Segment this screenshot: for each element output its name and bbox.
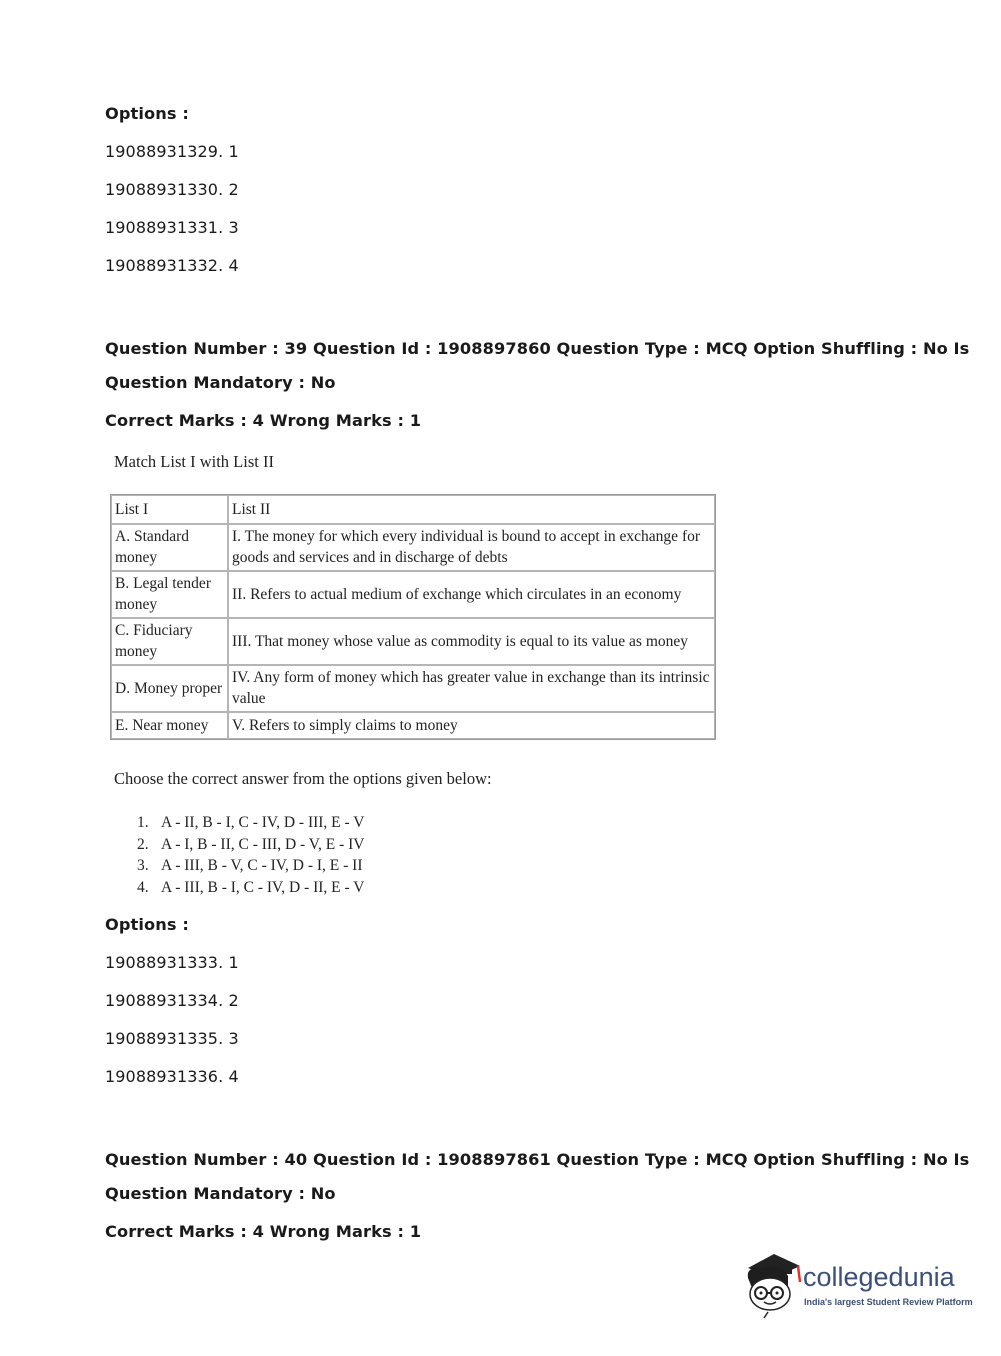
table-row [111, 618, 715, 665]
mascot-logo-icon [740, 1248, 802, 1320]
option-item: 19088931331. 3 [105, 218, 239, 237]
choice-item [137, 877, 364, 899]
table-header-cell: List I [111, 495, 228, 524]
choice-number: 1. [137, 814, 149, 831]
choice-item [137, 855, 364, 877]
logo-wordmark: collegedunia [803, 1262, 955, 1292]
answer-choices [137, 812, 364, 898]
match-table [110, 494, 716, 740]
table-header-cell: List II [228, 495, 715, 524]
logo-tagline: India's largest Student Review Platform [804, 1297, 973, 1307]
choice-text: A - II, B - I, C - IV, D - III, E - V [161, 814, 365, 831]
table-header-row [111, 495, 715, 524]
table-cell: D. Money proper [111, 665, 228, 712]
option-item: 19088931330. 2 [105, 180, 239, 199]
table-row [111, 712, 715, 739]
choice-text: A - I, B - II, C - III, D - V, E - IV [161, 835, 365, 853]
table-row [111, 665, 715, 712]
options-label: Options : [105, 915, 189, 934]
options-label: Options : [105, 104, 189, 123]
question-header: Question Number : 40 Question Id : 1908897861 Question Type : MCQ Option Shuffling : No Is [105, 1150, 970, 1169]
choice-number: 4. [137, 878, 149, 896]
option-item: 19088931334. 2 [105, 991, 239, 1010]
option-item: 19088931329. 1 [105, 142, 239, 161]
table-cell: A. Standard money [111, 524, 228, 571]
option-item: 19088931333. 1 [105, 953, 239, 972]
table-cell: III. That money whose value as commodity is equal to its value as money [228, 618, 715, 665]
question-mandatory: Question Mandatory : No [105, 1184, 336, 1203]
table-cell: E. Near money [111, 712, 228, 739]
question-mandatory: Question Mandatory : No [105, 373, 336, 392]
table-cell: B. Legal tender money [111, 571, 228, 618]
choice-number: 2. [137, 835, 149, 853]
choice-number: 3. [137, 857, 149, 874]
choice-text: A - III, B - I, C - IV, D - II, E - V [161, 878, 365, 896]
table-cell: C. Fiduciary money [111, 618, 228, 665]
table-row [111, 524, 715, 571]
choose-instruction: Choose the correct answer from the options given below: [114, 769, 492, 788]
option-item: 19088931335. 3 [105, 1029, 239, 1048]
choice-item [137, 834, 364, 856]
table-row [111, 571, 715, 618]
table-cell: IV. Any form of money which has greater value in exchange than its intrinsic value [228, 665, 715, 712]
question-marks: Correct Marks : 4 Wrong Marks : 1 [105, 411, 422, 430]
table-cell: V. Refers to simply claims to money [228, 712, 715, 739]
table-cell: II. Refers to actual medium of exchange which circulates in an economy [228, 571, 715, 618]
question-header: Question Number : 39 Question Id : 1908897860 Question Type : MCQ Option Shuffling : No Is [105, 339, 970, 358]
question-marks: Correct Marks : 4 Wrong Marks : 1 [105, 1222, 422, 1241]
match-instruction: Match List I with List II [114, 452, 274, 471]
choice-text: A - III, B - V, C - IV, D - I, E - II [161, 857, 363, 874]
choice-item [137, 812, 364, 834]
option-item: 19088931332. 4 [105, 256, 239, 275]
table-cell: I. The money for which every individual is bound to accept in exchange for goods and services and in discharge of debts [228, 524, 715, 571]
option-item: 19088931336. 4 [105, 1067, 239, 1086]
